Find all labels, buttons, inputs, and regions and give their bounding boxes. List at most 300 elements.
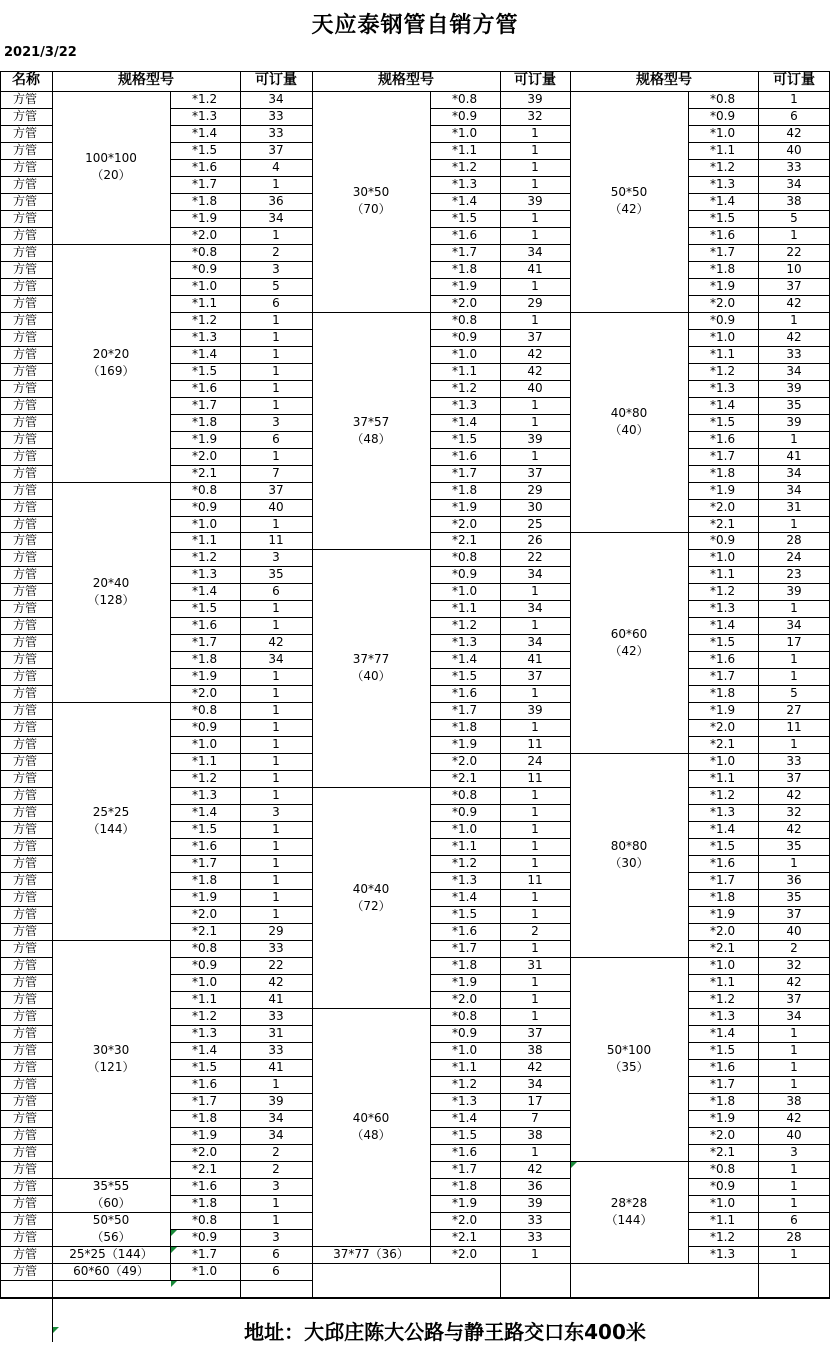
row-name-label: 方管	[13, 261, 38, 276]
qty-value: 3	[790, 1144, 798, 1159]
row-name-label: 方管	[13, 346, 38, 361]
row-name-label: 方管	[13, 788, 38, 803]
spec-count-label: （40）	[609, 423, 649, 438]
spec-group-label	[52, 1263, 170, 1280]
spec-size: *1.3	[710, 380, 736, 395]
spec-size: *1.5	[192, 142, 218, 157]
qty-value: 36	[268, 193, 284, 208]
qty-value: 41	[268, 1059, 284, 1074]
qty-value: 29	[268, 924, 284, 939]
spec-size: *1.2	[192, 312, 218, 327]
spec-size: *2.0	[192, 227, 218, 242]
spec-size: *1.2	[710, 788, 736, 803]
spec-size: *1.9	[192, 1127, 218, 1142]
qty-value: 6	[272, 584, 280, 599]
row-name-label: 方管	[13, 278, 38, 293]
qty-value: 24	[786, 550, 802, 565]
spec-group-label	[570, 838, 688, 872]
spec-size: *1.3	[192, 1025, 218, 1040]
spec-size: *1.1	[710, 567, 736, 582]
spec-size: *1.8	[192, 652, 218, 667]
qty-value: 31	[268, 1025, 284, 1040]
spec-size: *2.1	[192, 465, 218, 480]
row-line	[430, 1263, 570, 1264]
spec-count-label: （56）	[91, 1229, 131, 1244]
qty-value: 3	[272, 805, 280, 820]
qty-value: 40	[786, 1127, 802, 1142]
spec-size: *1.7	[452, 941, 478, 955]
qty-value: 1	[272, 227, 280, 242]
qty-value: 1	[272, 363, 280, 378]
spec-size: *1.3	[452, 397, 478, 412]
spec-size: *1.8	[192, 873, 218, 888]
spec-group-label	[570, 1042, 688, 1076]
qty-value: 33	[268, 941, 284, 955]
spec-size: *1.6	[192, 1178, 218, 1193]
spec-size: *1.6	[192, 380, 218, 395]
qty-value: 37	[786, 278, 802, 293]
col-divider	[430, 312, 431, 550]
row-name-label: 方管	[13, 890, 38, 905]
qty-value: 7	[272, 465, 280, 480]
spec-size: *1.1	[452, 142, 478, 157]
row-name-label: 方管	[13, 1195, 38, 1210]
spec-size: *1.0	[452, 1042, 478, 1057]
row-name-label: 方管	[13, 584, 38, 599]
group-divider	[52, 1280, 170, 1281]
spec-size: *1.9	[192, 890, 218, 905]
qty-value: 2	[272, 244, 280, 259]
spec-size: *1.2	[710, 1229, 736, 1244]
qty-value: 41	[527, 261, 543, 276]
spec-size: *1.7	[192, 1246, 218, 1261]
spec-size: *1.6	[192, 839, 218, 854]
qty-value: 1	[531, 227, 539, 242]
qty-value: 39	[268, 1093, 284, 1108]
spec-size: *0.9	[710, 1178, 736, 1193]
row-name-label: 方管	[13, 92, 38, 106]
row-name-label: 方管	[13, 380, 38, 395]
qty-value: 1	[531, 941, 539, 955]
spec-size: *0.8	[192, 482, 218, 497]
spec-size: *1.9	[710, 907, 736, 922]
header-qty-2: 可订量	[514, 72, 556, 88]
spec-size-label: 30*30	[92, 1042, 130, 1057]
qty-value: 39	[786, 414, 802, 429]
spec-size: *1.6	[452, 924, 478, 939]
qty-value: 1	[272, 346, 280, 361]
spec-group-label	[52, 1246, 170, 1263]
spec-size-label: 20*20	[92, 346, 130, 361]
spec-size: *1.6	[710, 652, 736, 667]
spec-size: *2.0	[710, 720, 736, 735]
row-name-label: 方管	[13, 414, 38, 429]
spec-size: *1.9	[452, 974, 478, 989]
qty-value: 35	[268, 567, 284, 582]
qty-value: 7	[531, 1110, 539, 1125]
qty-value: 1	[272, 448, 280, 463]
spec-size: *1.3	[192, 788, 218, 803]
col-divider	[170, 1263, 171, 1280]
spec-count-label: （48）	[351, 1127, 391, 1142]
spec-size: *1.8	[452, 720, 478, 735]
spec-group-label	[312, 184, 430, 218]
table-border-top	[0, 71, 830, 72]
qty-value: 28	[786, 1229, 802, 1244]
qty-value: 42	[268, 974, 284, 989]
qty-value: 1	[790, 1161, 798, 1176]
spec-size: *2.0	[192, 686, 218, 701]
qty-value: 37	[268, 142, 284, 157]
spec-group-label	[52, 346, 170, 380]
row-name-label: 方管	[13, 567, 38, 582]
qty-value: 33	[268, 1042, 284, 1057]
spec-size: *1.5	[710, 1042, 736, 1057]
spec-size: *1.6	[710, 227, 736, 242]
spec-size: *2.0	[710, 499, 736, 514]
spec-size: *2.0	[192, 448, 218, 463]
qty-value: 42	[786, 822, 802, 837]
qty-value: 38	[786, 1093, 802, 1108]
row-name-label: 方管	[13, 465, 38, 480]
spec-size: *1.6	[192, 1076, 218, 1091]
spec-size: *1.0	[192, 1263, 218, 1278]
row-name-label: 方管	[13, 1110, 38, 1125]
spec-size: *1.8	[452, 482, 478, 497]
col-divider	[430, 1246, 431, 1263]
spec-size: *1.9	[192, 669, 218, 684]
qty-value: 1	[531, 176, 539, 191]
qty-value: 33	[786, 754, 802, 769]
comment-marker-icon	[171, 1281, 177, 1287]
spec-size: *1.4	[710, 193, 736, 208]
qty-value: 39	[527, 431, 543, 446]
spec-size: *1.3	[452, 176, 478, 191]
spec-count-label: （72）	[351, 898, 391, 913]
col-divider	[570, 71, 571, 1297]
row-line	[0, 1280, 52, 1281]
col-divider	[430, 91, 431, 312]
qty-value: 1	[272, 839, 280, 854]
spec-size: *1.8	[192, 193, 218, 208]
row-name-label: 方管	[13, 1246, 38, 1261]
qty-value: 1	[272, 601, 280, 616]
spec-size: *1.2	[192, 1008, 218, 1023]
spec-size: *1.7	[710, 244, 736, 259]
qty-value: 1	[531, 974, 539, 989]
qty-value: 1	[790, 856, 798, 871]
spec-size: *0.9	[192, 720, 218, 735]
row-name-label: 方管	[13, 720, 38, 735]
spec-size: *1.6	[192, 159, 218, 174]
qty-value: 40	[786, 142, 802, 157]
qty-value: 32	[786, 957, 802, 972]
spec-size: *1.6	[452, 448, 478, 463]
qty-value: 35	[786, 397, 802, 412]
spec-size: *1.4	[452, 1110, 478, 1125]
spec-group-label	[52, 1042, 170, 1076]
page-title: 天应泰钢管自销方管	[311, 12, 519, 38]
qty-value: 1	[272, 516, 280, 531]
spec-size-label: 35*55	[92, 1178, 130, 1193]
spec-size: *1.1	[192, 991, 218, 1006]
spec-size: *1.1	[710, 1212, 736, 1227]
qty-value: 33	[268, 108, 284, 123]
spec-size: *2.0	[452, 754, 478, 769]
spec-size: *2.1	[192, 924, 218, 939]
spec-size: *1.1	[192, 295, 218, 310]
qty-value: 1	[272, 720, 280, 735]
qty-value: 1	[790, 1059, 798, 1074]
spec-group-label	[570, 405, 688, 439]
spec-size: *1.0	[710, 1195, 736, 1210]
spec-size: *1.2	[710, 991, 736, 1006]
spec-size: *1.5	[192, 363, 218, 378]
spec-size: *2.0	[710, 295, 736, 310]
spec-size-label: 37*77	[352, 652, 390, 667]
spec-size: *1.6	[710, 431, 736, 446]
qty-value: 28	[786, 533, 802, 548]
spec-size: *1.4	[452, 414, 478, 429]
spec-size: *2.0	[452, 516, 478, 531]
qty-value: 37	[527, 1025, 543, 1040]
spec-size: *1.3	[710, 1246, 736, 1261]
spec-size-label: 25*25	[92, 805, 130, 820]
qty-value: 34	[268, 652, 284, 667]
spec-size: *1.2	[710, 584, 736, 599]
qty-value: 1	[272, 754, 280, 769]
qty-value: 33	[527, 1229, 543, 1244]
spec-size: *1.3	[452, 1093, 478, 1108]
spec-size: *2.1	[710, 516, 736, 531]
qty-value: 34	[268, 210, 284, 225]
qty-value: 3	[272, 1229, 280, 1244]
col-divider	[430, 549, 431, 787]
row-name-label: 方管	[13, 1229, 38, 1244]
col-divider	[688, 91, 689, 312]
qty-value: 35	[786, 839, 802, 854]
spec-size: *1.7	[192, 635, 218, 650]
spec-size: *1.8	[710, 1093, 736, 1108]
spec-size: *1.1	[710, 346, 736, 361]
spec-size: *2.1	[192, 1161, 218, 1176]
spec-size: *1.3	[192, 329, 218, 344]
spec-size: *1.0	[452, 584, 478, 599]
row-name-label: 方管	[13, 907, 38, 922]
qty-value: 25	[527, 516, 543, 531]
row-name-label: 方管	[13, 856, 38, 871]
spec-group-label	[52, 1212, 170, 1246]
spec-group-label	[570, 626, 688, 660]
spec-size: *2.1	[452, 771, 478, 786]
spec-size: *1.8	[710, 261, 736, 276]
spec-size: *1.2	[452, 1076, 478, 1091]
qty-value: 1	[272, 703, 280, 718]
qty-value: 39	[786, 380, 802, 395]
col-divider	[688, 1161, 689, 1263]
qty-value: 1	[531, 397, 539, 412]
spec-size: *1.8	[192, 414, 218, 429]
spec-size: *1.0	[192, 516, 218, 531]
spec-group-label	[570, 1195, 688, 1229]
group-divider	[312, 549, 430, 550]
spec-count-label: （121）	[87, 1059, 135, 1074]
spec-group-label	[312, 1246, 430, 1263]
spec-size: *2.0	[192, 1144, 218, 1159]
row-name-label: 方管	[13, 635, 38, 650]
spec-size: *1.9	[710, 1110, 736, 1125]
qty-value: 1	[272, 329, 280, 344]
qty-value: 34	[786, 1008, 802, 1023]
qty-value: 37	[527, 329, 543, 344]
qty-value: 39	[527, 92, 543, 106]
row-name-label: 方管	[13, 1127, 38, 1142]
spec-size: *1.7	[192, 1093, 218, 1108]
spec-size: *2.0	[192, 907, 218, 922]
qty-value: 1	[272, 686, 280, 701]
qty-value: 34	[527, 1076, 543, 1091]
spec-size: *0.8	[452, 788, 478, 803]
qty-value: 1	[531, 856, 539, 871]
row-name-label: 方管	[13, 941, 38, 955]
row-name-label: 方管	[13, 924, 38, 939]
header-qty-1: 可订量	[255, 72, 297, 88]
spec-size: *1.6	[710, 1059, 736, 1074]
group-divider	[52, 244, 170, 245]
spec-size: *1.7	[192, 856, 218, 871]
qty-value: 1	[272, 890, 280, 905]
spec-size: *1.1	[452, 601, 478, 616]
spec-size: *1.2	[710, 159, 736, 174]
spec-size: *1.0	[452, 125, 478, 140]
row-name-label: 方管	[13, 125, 38, 140]
spec-size: *1.3	[452, 635, 478, 650]
row-name-label: 方管	[13, 550, 38, 565]
qty-value: 39	[527, 193, 543, 208]
row-name-label: 方管	[13, 601, 38, 616]
row-name-label: 方管	[13, 839, 38, 854]
qty-value: 31	[786, 499, 802, 514]
qty-value: 1	[790, 1042, 798, 1057]
group-divider	[570, 1161, 688, 1162]
qty-value: 29	[527, 295, 543, 310]
col-divider	[170, 482, 171, 703]
comment-marker-icon	[171, 1230, 177, 1236]
spec-size: *1.9	[452, 737, 478, 752]
spec-size: *1.7	[710, 448, 736, 463]
qty-value: 1	[531, 125, 539, 140]
qty-value: 11	[268, 533, 284, 548]
spec-size: *1.9	[452, 499, 478, 514]
qty-value: 1	[272, 788, 280, 803]
spec-size: *1.9	[192, 431, 218, 446]
row-name-label: 方管	[13, 703, 38, 718]
col-divider	[170, 91, 171, 244]
spec-size: *1.1	[452, 839, 478, 854]
spec-size: *0.9	[452, 805, 478, 820]
spec-size: *1.2	[452, 380, 478, 395]
qty-value: 42	[786, 329, 802, 344]
spec-size-label: 50*50	[92, 1212, 130, 1227]
spec-size: *1.3	[710, 176, 736, 191]
footer-border	[0, 1298, 830, 1299]
row-name-label: 方管	[13, 329, 38, 344]
spec-size: *1.8	[452, 957, 478, 972]
qty-value: 1	[531, 1008, 539, 1023]
qty-value: 42	[527, 1161, 543, 1176]
qty-value: 1	[272, 397, 280, 412]
qty-value: 6	[790, 108, 798, 123]
qty-value: 5	[790, 210, 798, 225]
spec-size: *0.9	[192, 1229, 218, 1244]
qty-value: 1	[790, 1246, 798, 1261]
spec-size: *1.7	[452, 703, 478, 718]
qty-value: 31	[527, 957, 543, 972]
col-divider	[430, 1008, 431, 1246]
qty-value: 40	[268, 499, 284, 514]
row-name-label: 方管	[13, 159, 38, 174]
row-name-label: 方管	[13, 669, 38, 684]
spec-size: *1.1	[452, 363, 478, 378]
spec-size: *2.1	[710, 1144, 736, 1159]
qty-value: 11	[527, 873, 543, 888]
qty-value: 11	[786, 720, 802, 735]
spec-size: *1.8	[710, 686, 736, 701]
spec-size: *1.7	[192, 397, 218, 412]
qty-value: 37	[786, 907, 802, 922]
spec-size: *1.7	[452, 244, 478, 259]
spec-group-label	[312, 881, 430, 915]
spec-size: *1.7	[452, 1161, 478, 1176]
row-name-label: 方管	[13, 533, 38, 548]
qty-value: 38	[527, 1127, 543, 1142]
row-name-label: 方管	[13, 363, 38, 378]
spec-size: *1.7	[710, 873, 736, 888]
spec-size: *1.5	[710, 414, 736, 429]
spec-size: *2.1	[452, 533, 478, 548]
spec-size: *1.7	[710, 669, 736, 684]
qty-value: 23	[786, 567, 802, 582]
spec-size: *0.8	[192, 244, 218, 259]
spec-size: *1.1	[452, 1059, 478, 1074]
qty-value: 1	[531, 142, 539, 157]
qty-value: 1	[531, 839, 539, 854]
spec-size: *1.2	[192, 92, 218, 106]
spec-size: *2.0	[710, 1127, 736, 1142]
spec-size: *1.0	[192, 974, 218, 989]
col-divider	[170, 940, 171, 1178]
qty-value: 34	[268, 1110, 284, 1125]
qty-value: 1	[272, 737, 280, 752]
qty-value: 39	[786, 584, 802, 599]
qty-value: 32	[527, 108, 543, 123]
qty-value: 1	[272, 1195, 280, 1210]
col-divider	[430, 787, 431, 1008]
qty-value: 29	[527, 482, 543, 497]
spec-size: *1.9	[710, 703, 736, 718]
spec-size: *1.9	[192, 210, 218, 225]
spec-size: *1.6	[710, 856, 736, 871]
address-text: 地址：大邱庄陈大公路与静王路交口东400米	[244, 1320, 646, 1344]
qty-value: 36	[786, 873, 802, 888]
qty-value: 42	[268, 635, 284, 650]
spec-count-label: （144）	[87, 822, 135, 837]
row-name-label: 方管	[13, 295, 38, 310]
qty-value: 34	[527, 601, 543, 616]
row-line	[688, 1263, 830, 1264]
spec-size: *1.7	[192, 176, 218, 191]
spec-size: *2.1	[710, 737, 736, 752]
